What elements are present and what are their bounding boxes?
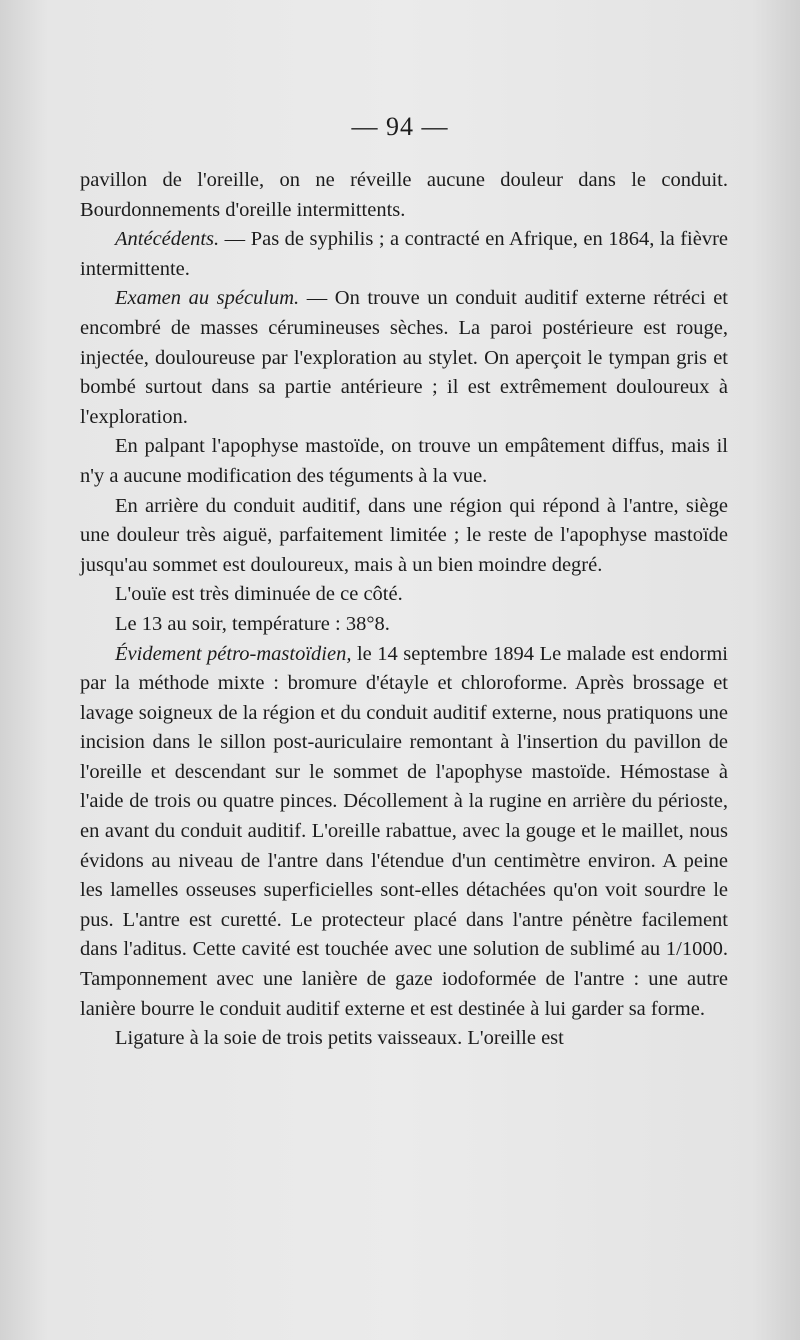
paragraph-text: le 14 septembre 1894 Le malade est endormi par la méthode mixte : bromure d'étayle et chloroforme. Après brossage et lavage soigneux de la région et du conduit auditif externe, nous pratiquons une incision dans le sillon post-auriculaire remontant à l'insertion du pavillon de l'oreille et descendant sur le sommet de l'apophyse mastoïde. Hémostase à l'aide de trois ou quatre pinces. Décollement à la rugine en arrière du périoste, en avant du conduit auditif. L'oreille rabattue, avec la gouge et le maillet, nous évidons au niveau de l'antre dans l'étendue d'un centimètre environ. A peine les lamelles osseuses superficielles sont-elles détachées qu'on voit sourdre le pus. L'antre est curetté. Le protecteur placé dans l'antre pénètre facilement dans l'aditus. Cette cavité est touchée avec une solution de sublimé au 1/1000. Tamponnement avec une lanière de gaze iodoformée de l'antre : une autre lanière bourre le conduit auditif externe et est destinée à lui garder sa forme.	[80, 642, 729, 1020]
paragraph-temperature	[80, 610, 728, 640]
paragraph-ligature	[80, 1024, 728, 1054]
paragraph-ouie	[80, 580, 728, 610]
section-lead-examen: Examen au spéculum.	[115, 287, 300, 310]
paragraph-text: En arrière du conduit auditif, dans une région qui répond à l'antre, siège une douleur très aiguë, parfaitement limitée ; le reste de l'apophyse mastoïde jusqu'au sommet est douloureux, mais à un bien moindre degré.	[80, 494, 728, 576]
paragraph-examen	[80, 284, 728, 432]
paragraph-text: En palpant l'apophyse mastoïde, on trouve un empâtement diffus, mais il n'y a aucune modification des téguments à la vue.	[80, 435, 728, 487]
section-lead-evidement: Évidement pétro-mastoïdien,	[115, 642, 352, 665]
paragraph-text: — On trouve un conduit auditif externe rétréci et encombré de masses cérumineuses sèches. La paroi postérieure est rouge, injectée, douloureuse par l'exploration au stylet. On aperçoit le tympan gris et bombé surtout dans sa partie antérieure ; il est extrêmement douloureux à l'exploration.	[80, 287, 728, 428]
paragraph-antecedents	[80, 225, 728, 284]
paragraph-palpation	[80, 432, 728, 491]
paragraph-continuation	[80, 166, 728, 225]
paragraph-douleur	[80, 492, 728, 581]
paragraph-text: pavillon de l'oreille, on ne réveille aucune douleur dans le conduit. Bourdonnements d'oreille intermittents.	[80, 169, 728, 221]
body-text	[80, 166, 728, 1054]
paragraph-text: L'ouïe est très diminuée de ce côté.	[115, 583, 403, 606]
paragraph-text: Le 13 au soir, température : 38°8.	[115, 612, 390, 635]
paragraph-text: — Pas de syphilis ; a contracté en Afrique, en 1864, la fièvre intermittente.	[80, 228, 728, 280]
paragraph-evidement	[80, 640, 728, 1025]
page-number: — 94 —	[351, 112, 449, 141]
paragraph-text: Ligature à la soie de trois petits vaisseaux. L'oreille est	[115, 1027, 564, 1050]
section-lead-antecedents: Antécédents.	[115, 228, 220, 251]
